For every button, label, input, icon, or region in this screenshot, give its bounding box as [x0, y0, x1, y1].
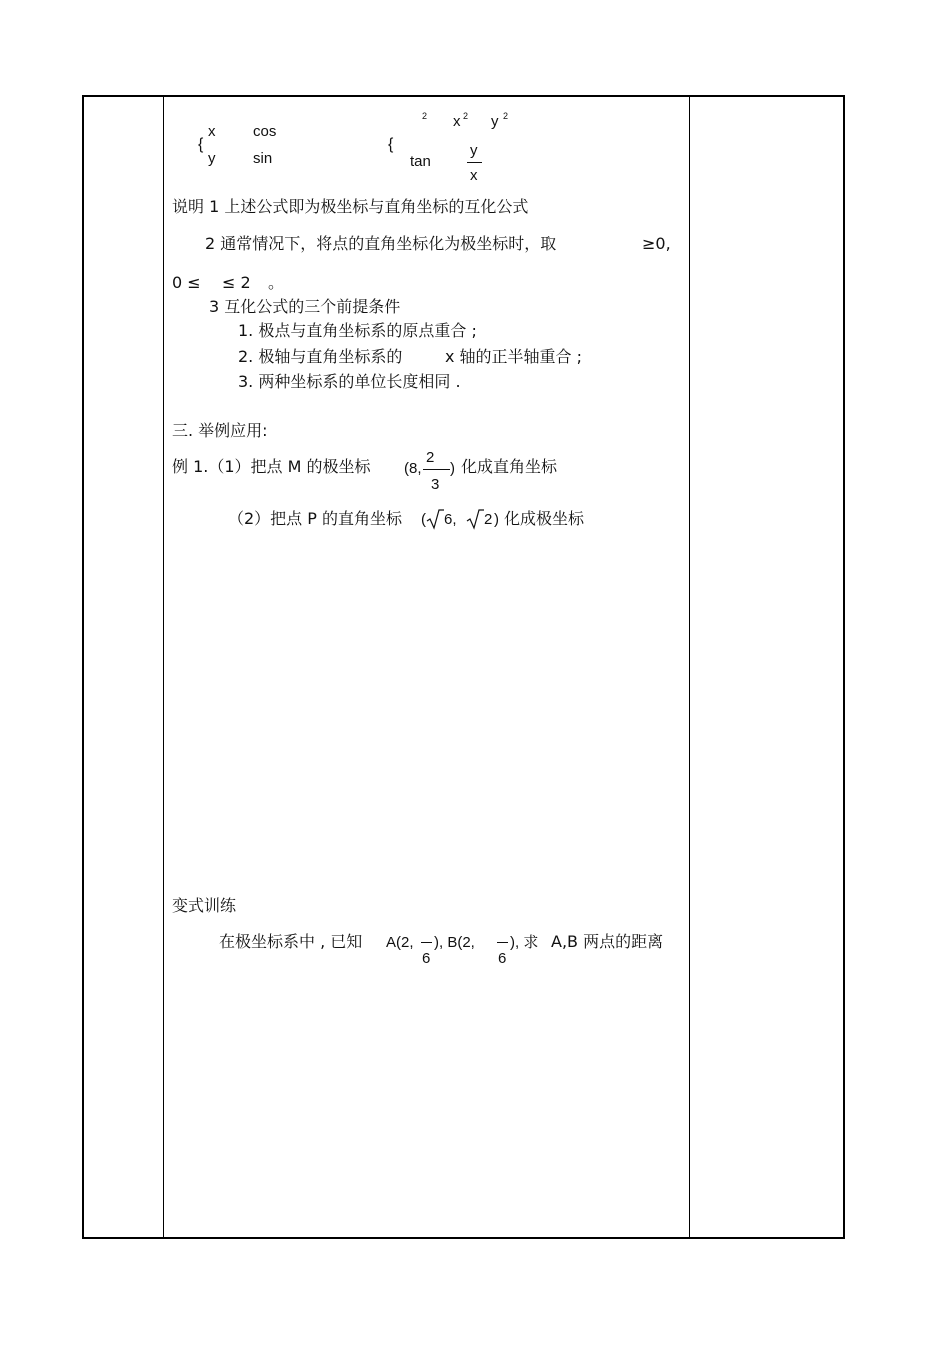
variant-suffix: A,B 两点的距离 [551, 932, 664, 951]
point-b-close: ), 求 [510, 934, 539, 951]
y-squared-exponent: 2 [503, 111, 509, 121]
section-heading: 三. 举例应用: [172, 421, 268, 440]
condition-1: 1. 极点与直角坐标系的原点重合 ; [238, 321, 477, 340]
point-a-open: A(2, [386, 934, 414, 951]
example-2-root-2: 2 [484, 511, 493, 528]
example-2-paren-open: ( [421, 511, 426, 528]
formula-sin: sin [253, 150, 273, 167]
point-a-denominator: 6 [422, 950, 431, 967]
example-2-suffix: 化成极坐标 [504, 509, 585, 528]
example-1-fraction-denominator: 3 [431, 476, 440, 493]
note-2-range-end: ≤ 2 [222, 273, 251, 292]
example-1-fraction-numerator: 2 [426, 449, 435, 466]
left-brace: { [198, 136, 204, 153]
example-1-suffix: 化成直角坐标 [461, 457, 558, 476]
note-3: 3 互化公式的三个前提条件 [209, 297, 401, 316]
note-2-ge-zero: ≥0, [642, 234, 671, 253]
note-2-range-start: 0 ≤ [172, 273, 201, 292]
right-column-cell [690, 97, 843, 1237]
point-b-fraction-bar [497, 942, 508, 943]
formula-cos: cos [253, 123, 277, 140]
point-b-denominator: 6 [498, 950, 507, 967]
left-column-cell [84, 97, 163, 1237]
variant-heading: 变式训练 [172, 896, 237, 915]
example-1-paren-close: ) [450, 460, 455, 477]
formula-y: y [208, 150, 216, 167]
note-2-period: 。 [268, 273, 285, 292]
fraction-numerator-y: y [470, 142, 478, 159]
example-2-text: （2）把点 P 的直角坐标 [228, 509, 403, 528]
lesson-table [82, 95, 845, 1239]
condition-2-axis: x 轴的正半轴重合 ; [445, 347, 583, 366]
sqrt-symbol-1 [426, 508, 444, 530]
formula-tan: tan [410, 153, 431, 170]
condition-2-text: 2. 极轴与直角坐标系的 [238, 347, 403, 366]
variant-text: 在极坐标系中 , 已知 [219, 932, 363, 951]
example-1-fraction-bar [423, 469, 450, 470]
point-a-fraction-bar [421, 942, 432, 943]
example-1-paren-open: (8, [404, 460, 422, 477]
example-2-root-6: 6, [444, 511, 457, 528]
fraction-denominator-x: x [470, 167, 478, 184]
right-brace: { [388, 136, 394, 153]
example-2-paren-close: ) [494, 511, 499, 528]
rho-squared-exponent: 2 [422, 111, 428, 121]
point-a-close: ), B(2, [434, 934, 475, 951]
example-1-text: 例 1.（1）把点 M 的极坐标 [172, 457, 371, 476]
formula-x-squared: x [453, 113, 461, 130]
note-1: 说明 1 上述公式即为极坐标与直角坐标的互化公式 [172, 197, 529, 216]
x-squared-exponent: 2 [463, 111, 469, 121]
fraction-bar [467, 162, 482, 163]
column-divider-left [163, 97, 164, 1237]
sqrt-symbol-2 [466, 508, 484, 530]
formula-x: x [208, 123, 216, 140]
condition-3: 3. 两种坐标系的单位长度相同 . [238, 372, 461, 391]
formula-y-squared: y [491, 113, 499, 130]
note-2-text: 2 通常情况下，将点的直角坐标化为极坐标时，取 [205, 234, 557, 253]
